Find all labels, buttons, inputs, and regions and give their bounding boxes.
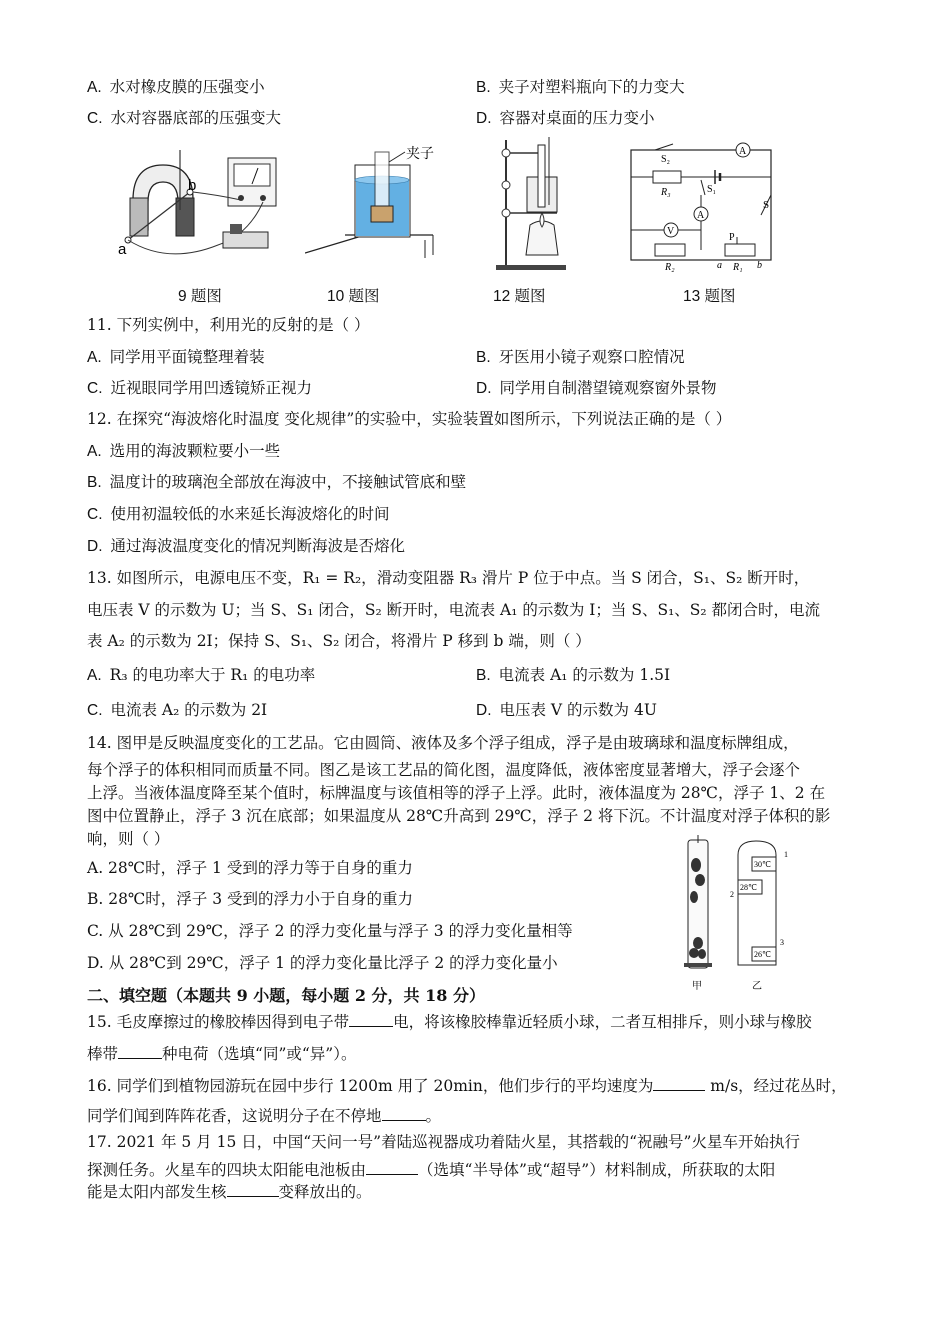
q14-stem-line5: 响，则（ ） xyxy=(87,830,170,848)
fig13-A-mid: A xyxy=(697,210,705,221)
fig10-clip-label: 夹子 xyxy=(406,146,434,162)
q10-option-b: B. 夹子对塑料瓶向下的力变大 xyxy=(476,78,685,96)
q17-line1: 17. 2021 年 5 月 15 日，中国“天问一号”着陆巡视器成功着陆火星，其搭载的“祝融号”火星车开始执行 xyxy=(87,1133,800,1151)
fig12-caption: 12 题图 xyxy=(493,288,546,305)
fig14-n1: 1 xyxy=(784,850,788,859)
fig13-caption: 13 题图 xyxy=(683,288,736,305)
q10-option-d: D. 容器对桌面的压力变小 xyxy=(476,109,655,127)
q14-option-c: C. 从 28℃到 29℃，浮子 2 的浮力变化量与浮子 3 的浮力变化量相等 xyxy=(87,922,573,940)
figure-13-circuit xyxy=(625,140,775,275)
q17-blank-1 xyxy=(366,1160,418,1175)
q14-stem-line2: 每个浮子的体积相同而质量不同。图乙是该工艺品的简化图，温度降低，液体密度显著增大，浮子会逐个 xyxy=(87,761,801,779)
figure-9-magnet-galvanometer xyxy=(108,140,298,280)
fig14-jia-label: 甲 xyxy=(692,981,702,992)
q13-option-d: D. 电压表 V 的示数为 4U xyxy=(476,701,657,719)
fig13-S1: S₁ xyxy=(707,184,717,195)
fig14-n3: 3 xyxy=(780,938,784,947)
q12-stem: 12. 在探究“海波熔化时温度 变化规律”的实验中，实验装置如图所示，下列说法正确的是（ ） xyxy=(87,410,732,428)
figure-12-melting-apparatus xyxy=(492,135,572,275)
q13-option-a: A. R₃ 的电功率大于 R₁ 的电功率 xyxy=(87,666,316,684)
figure-10-beaker xyxy=(305,140,440,270)
q15-line1: 15. 毛皮摩擦过的橡胶棒因得到电子带 电，将该橡胶棒靠近轻质小球，二者互相排斥，则小球与橡胶 xyxy=(87,1013,812,1031)
q13-stem-line2: 电压表 V 的示数为 U；当 S、S₁ 闭合，S₂ 断开时，电流表 A₁ 的示数为 I；当 S、S₁、S₂ 都闭合时，电流 xyxy=(87,601,821,619)
fig14-n2: 2 xyxy=(730,890,734,899)
q11-option-a: A. 同学用平面镜整理着装 xyxy=(87,348,265,366)
q13-stem-line1: 13. 如图所示，电源电压不变，R₁ = R₂，滑动变阻器 R₃ 滑片 P 位于中点。当 S 闭合，S₁、S₂ 断开时， xyxy=(87,569,810,587)
q16-blank-2 xyxy=(382,1106,426,1121)
q14-option-b: B. 28℃时，浮子 3 受到的浮力小于自身的重力 xyxy=(87,890,414,908)
fig13-R2: R₂ xyxy=(665,262,675,273)
q11-stem: 11. 下列实例中，利用光的反射的是（ ） xyxy=(87,316,370,334)
q14-stem-line4: 图中位置静止，浮子 3 沉在底部；如果温度从 28℃升高到 29℃，浮子 2 将下沉。不计温度对浮子体积的影 xyxy=(87,807,831,825)
fig14-t30: 30℃ xyxy=(754,860,771,869)
fig13-S: S xyxy=(763,199,770,211)
q14-stem-line1: 14. 图甲是反映温度变化的工艺品。它由圆筒、液体及多个浮子组成，浮子是由玻璃球和温度标牌组成， xyxy=(87,734,799,752)
figure-14-galileo-thermometer xyxy=(680,835,800,995)
fig10-caption: 10 题图 xyxy=(327,288,380,305)
q10-option-c: C. 水对容器底部的压强变大 xyxy=(87,109,282,127)
fig14-yi-label: 乙 xyxy=(752,981,762,992)
q12-option-d: D. 通过海波温度变化的情况判断海波是否熔化 xyxy=(87,537,406,555)
fig9-label-b: b xyxy=(188,177,197,194)
fig13-b: b xyxy=(757,260,762,271)
q13-option-b: B. 电流表 A₁ 的示数为 1.5I xyxy=(476,666,671,684)
fig13-V: V xyxy=(667,226,675,237)
fig13-A-top: A xyxy=(739,146,747,157)
q12-option-c: C. 使用初温较低的水来延长海波熔化的时间 xyxy=(87,505,390,523)
fig13-S2: S₂ xyxy=(661,154,671,165)
q14-option-d: D. 从 28℃到 29℃，浮子 1 的浮力变化量比浮子 2 的浮力变化量小 xyxy=(87,954,558,972)
q11-option-b: B. 牙医用小镜子观察口腔情况 xyxy=(476,348,685,366)
q15-blank-2 xyxy=(118,1044,162,1059)
q16-line1: 16. 同学们到植物园游玩在园中步行 1200m 用了 20min，他们步行的平均速度为 m/s，经过花丛时， xyxy=(87,1077,847,1095)
fig13-R3: R₃ xyxy=(661,187,671,198)
fig14-t26: 26℃ xyxy=(754,950,771,959)
q15-line2: 棒带 种电荷（选填“同”或“异”）。 xyxy=(87,1045,357,1063)
q13-stem-line3: 表 A₂ 的示数为 2I；保持 S、S₁、S₂ 闭合，将滑片 P 移到 b 端，则（ ） xyxy=(87,632,591,650)
q12-option-a: A. 选用的海波颗粒要小一些 xyxy=(87,442,281,460)
fig13-P: P xyxy=(729,232,735,243)
q11-option-d: D. 同学用自制潜望镜观察窗外景物 xyxy=(476,379,717,397)
q11-option-c: C. 近视眼同学用凹透镜矫正视力 xyxy=(87,379,313,397)
q10-option-a: A. 水对橡皮膜的压强变小 xyxy=(87,78,265,96)
q17-blank-2 xyxy=(227,1182,279,1197)
q14-option-a: A. 28℃时，浮子 1 受到的浮力等于自身的重力 xyxy=(87,859,413,877)
q12-option-b: B. 温度计的玻璃泡全部放在海波中，不接触试管底和壁 xyxy=(87,473,467,491)
fig13-R1: R₁ xyxy=(733,262,743,273)
fig9-caption: 9 题图 xyxy=(178,288,222,305)
fig14-t28: 28℃ xyxy=(740,883,757,892)
q16-line2: 同学们闻到阵阵花香，这说明分子在不停地 。 xyxy=(87,1107,442,1125)
q17-line3: 能是太阳内部发生核 变释放出的。 xyxy=(87,1183,372,1201)
fig13-a: a xyxy=(717,260,722,271)
q16-blank-1 xyxy=(653,1076,705,1091)
fig9-label-a: a xyxy=(118,241,127,258)
section-heading-fill-in: 二、填空题（本题共 9 小题，每小题 2 分，共 18 分） xyxy=(87,986,485,1005)
q13-option-c: C. 电流表 A₂ 的示数为 2I xyxy=(87,701,268,719)
q14-stem-line3: 上浮。当液体温度降至某个值时，标牌温度与该值相等的浮子上浮。此时，液体温度为 28℃，浮子 1、2 在 xyxy=(87,784,826,802)
q17-line2: 探测任务。火星车的四块太阳能电池板由 （选填“半导体”或“超导”）材料制成，所获取的太阳 xyxy=(87,1161,776,1179)
q15-blank-1 xyxy=(349,1012,393,1027)
